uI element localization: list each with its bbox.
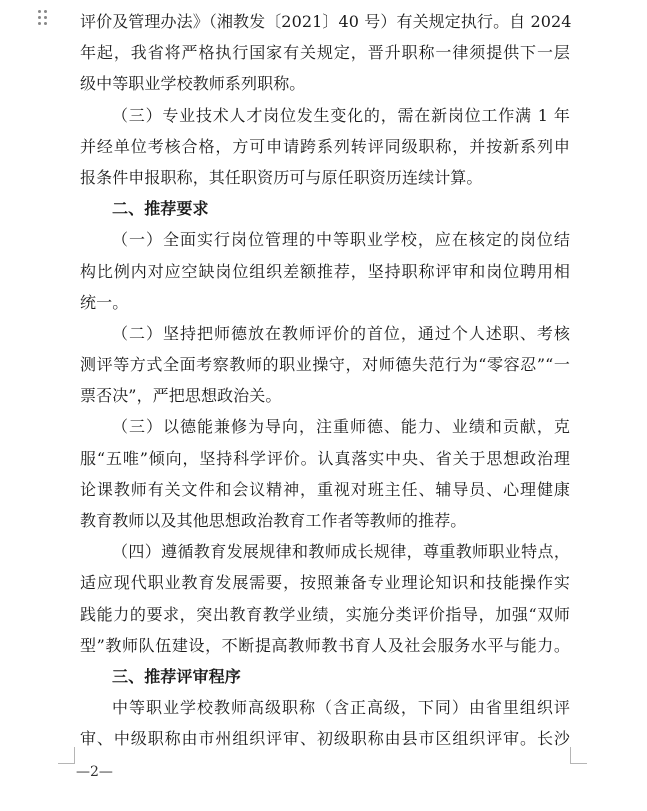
crop-mark	[570, 747, 587, 764]
section-heading: 二、推荐要求	[112, 199, 209, 219]
text-line: 测评等方式全面考察教师的职业操守，对师德失范行为“零容忍”“一	[80, 355, 570, 375]
text-line: 级中等职业学校教师系列职称。	[80, 74, 306, 94]
text-line: （三）专业技术人才岗位发生变化的，需在新岗位工作满 1 年	[112, 105, 570, 125]
text-line: 型”教师队伍建设，不断提高教师教书育人及社会服务水平与能力。	[80, 635, 570, 655]
text-line: 构比例内对应空缺岗位组织差额推荐，坚持职称评审和岗位聘用相	[80, 261, 570, 281]
text-line: 中等职业学校教师高级职称（含正高级，下同）由省里组织评	[112, 698, 570, 718]
text-line: 践能力的要求，突出教育教学业绩，实施分类评价指导，加强“双师	[80, 604, 570, 624]
text-line: （一）全面实行岗位管理的中等职业学校，应在核定的岗位结	[112, 230, 570, 250]
page-number: —2—	[76, 764, 113, 780]
text-line: 评价及管理办法》（湘教发〔2021〕40 号）有关规定执行。自 2024	[80, 12, 572, 31]
text-line: 并经单位考核合格，方可申请跨系列转评同级职称，并按新系列申	[80, 136, 570, 156]
text-line: 票否决”，严把思想政治关。	[80, 386, 282, 406]
text-line: （四）遵循教育发展规律和教师成长规律，尊重教师职业特点，	[112, 542, 570, 562]
crop-mark	[58, 747, 75, 764]
drag-handle-icon[interactable]	[38, 10, 48, 26]
text-line: （三）以德能兼修为导向，注重师德、能力、业绩和贡献，克	[112, 417, 570, 437]
text-line: 教育教师以及其他思想政治教育工作者等教师的推荐。	[80, 511, 467, 530]
text-line: （二）坚持把师德放在教师评价的首位，通过个人述职、考核	[112, 323, 570, 343]
text-line: 服“五唯”倾向，坚持科学评价。认真落实中央、省关于思想政治理	[80, 448, 570, 468]
text-line: 审、中级职称由市州组织评审、初级职称由县市区组织评审。长沙	[80, 729, 570, 749]
text-line: 统一。	[80, 292, 129, 312]
text-line: 报条件申报职称，其任职资历可与原任职资历连续计算。	[80, 167, 483, 187]
text-line: 年起，我省将严格执行国家有关规定，晋升职称一律须提供下一层	[80, 43, 570, 63]
section-heading: 三、推荐评审程序	[112, 666, 241, 686]
text-line: 论课教师有关文件和会议精神，重视对班主任、辅导员、心理健康	[80, 479, 570, 499]
document-body	[80, 6, 570, 755]
text-line: 适应现代职业教育发展需要，按照兼备专业理论知识和技能操作实	[80, 573, 570, 593]
